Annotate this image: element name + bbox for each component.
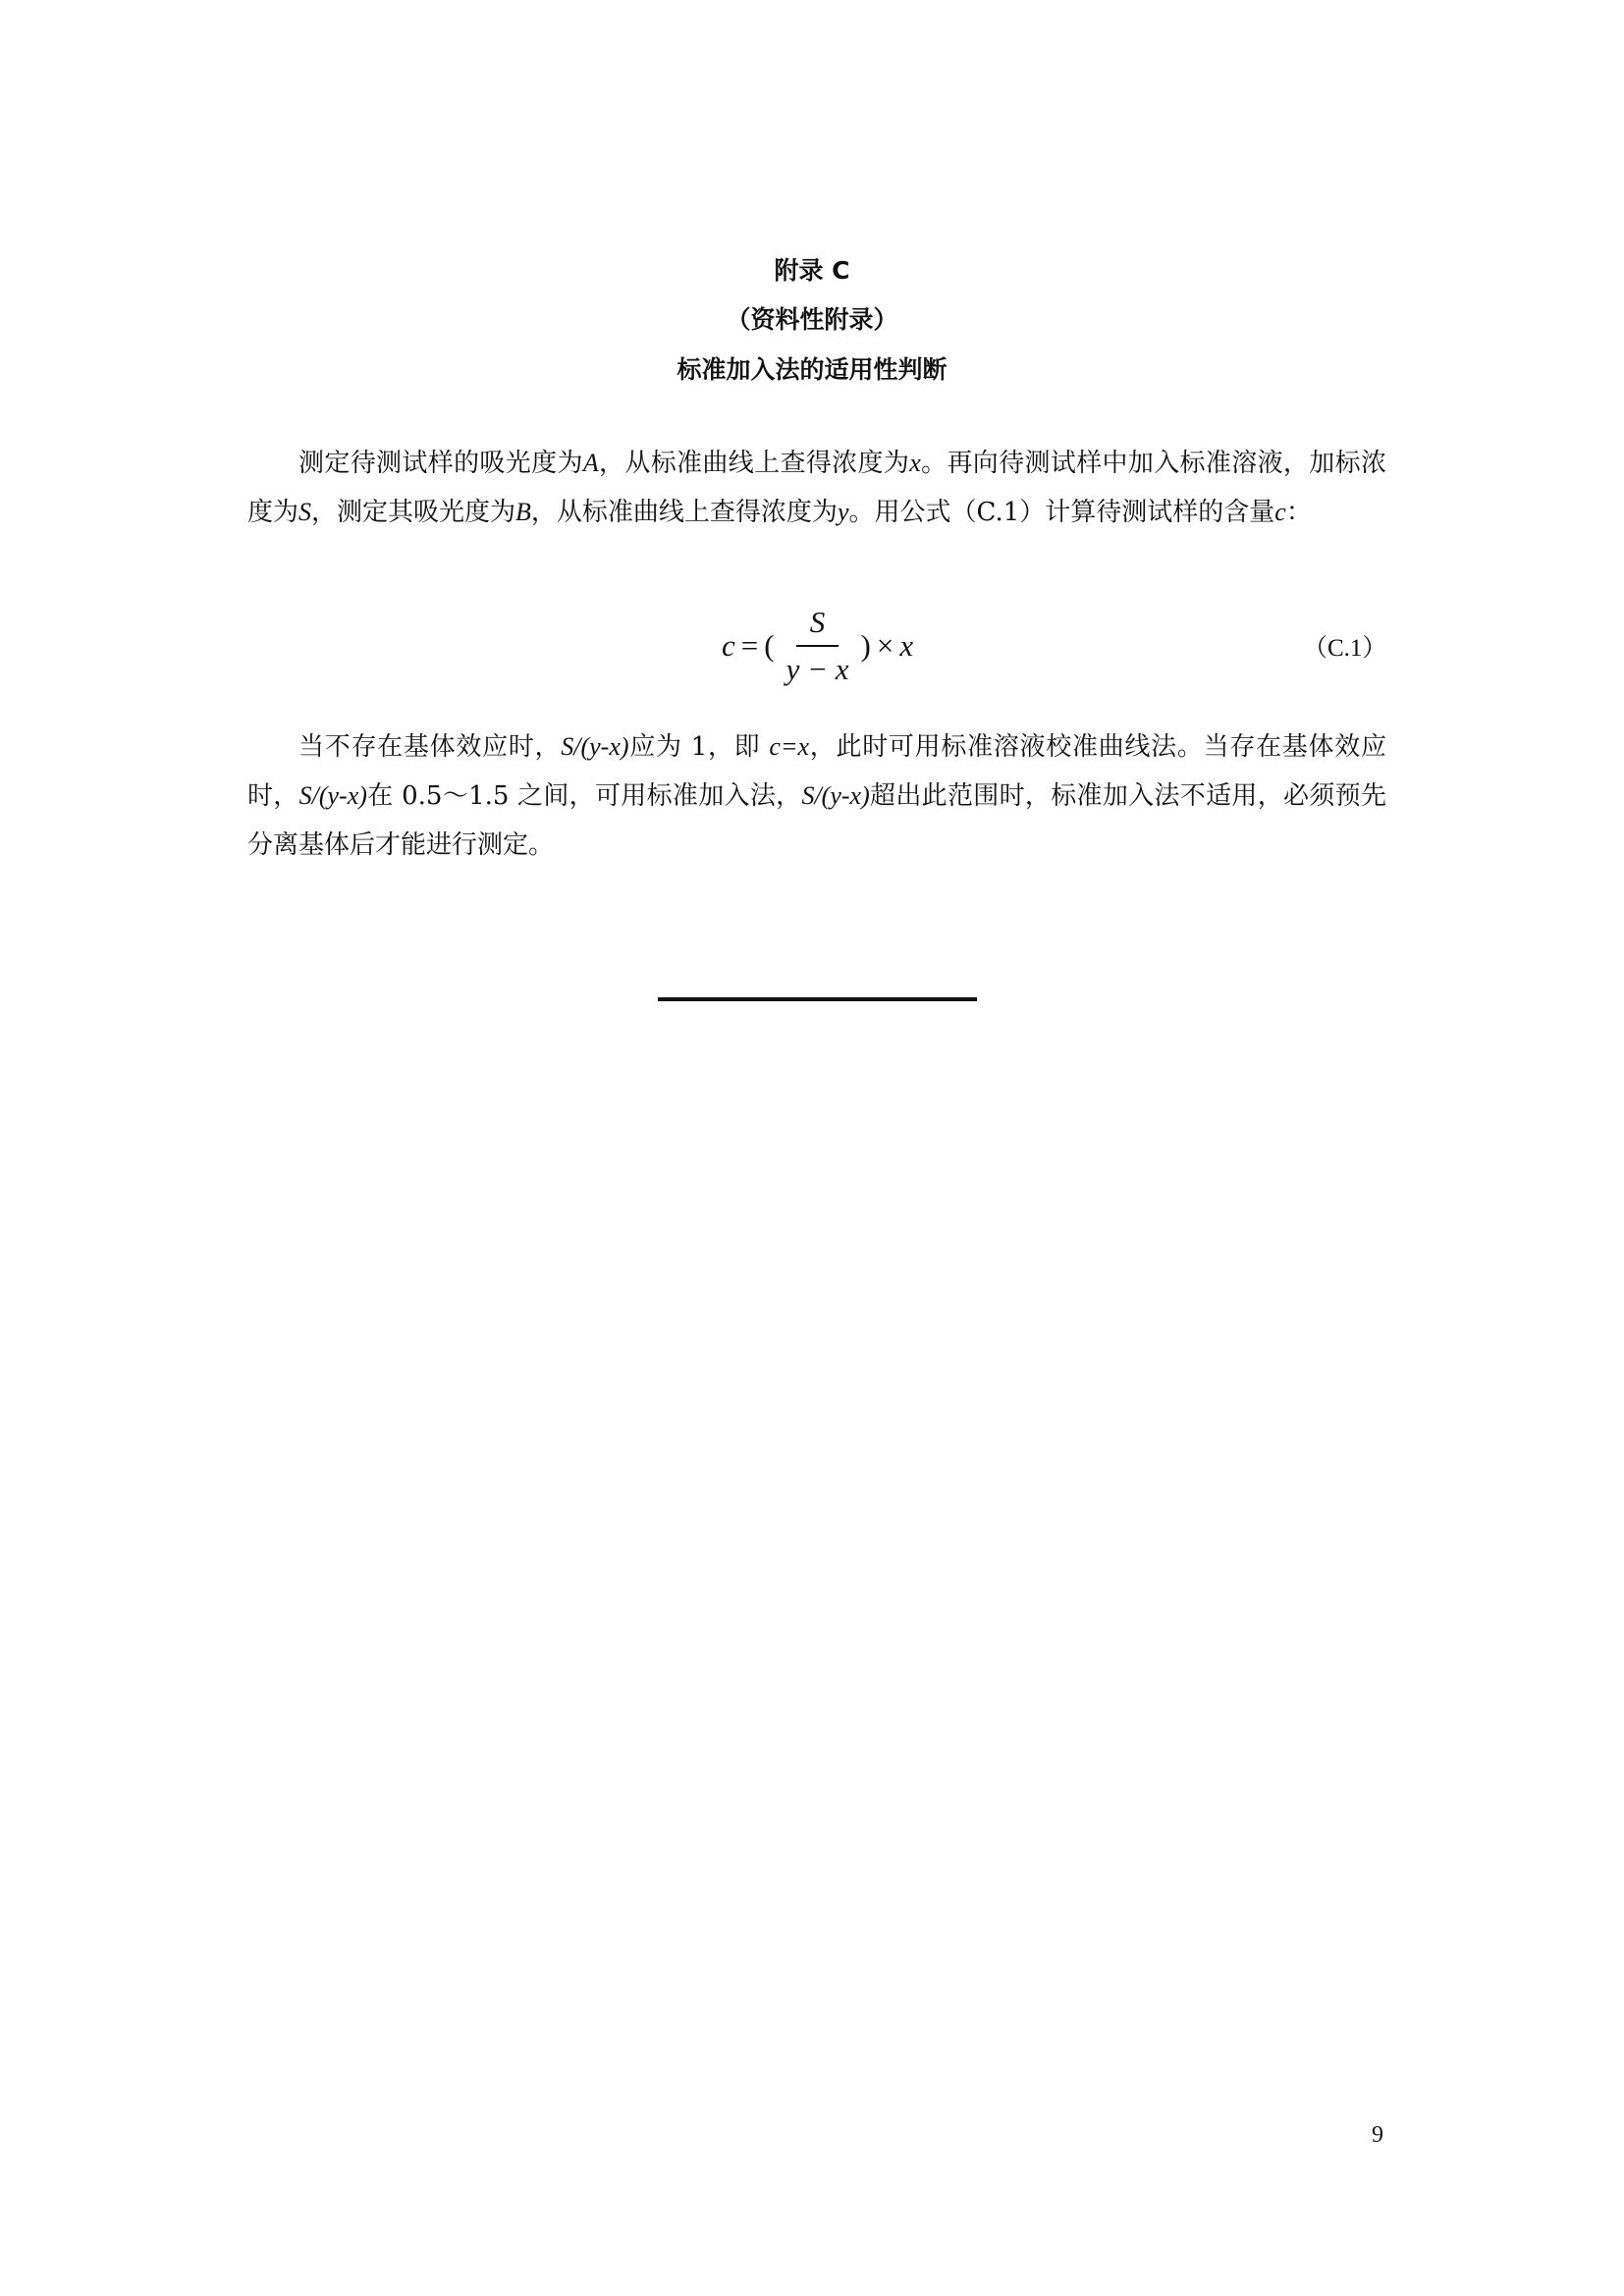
end-rule (658, 997, 977, 1001)
text-segment: 测定待测试样的吸光度为 (298, 449, 583, 478)
text-segment: 当不存在基体效应时， (298, 732, 562, 762)
variable-a: A (582, 449, 599, 477)
page-number: 9 (1372, 2122, 1383, 2148)
text-segment: ，从标准曲线上查得浓度为 (598, 449, 910, 478)
ratio-expression: S/(y-x) (801, 781, 870, 810)
formula-c1 (722, 601, 913, 691)
formula-fraction (777, 604, 859, 688)
text-segment: 在 0.5～1.5 之间，可用标准加入法， (366, 781, 802, 811)
formula-rhs: x (899, 628, 914, 663)
variable-y: y (837, 498, 849, 526)
text-segment: ，测定其吸光度为 (311, 498, 516, 527)
text-segment: ： (1285, 498, 1312, 527)
text-segment: ，此时可用标准溶液校准曲线法。当存在基体效应时， (247, 732, 1386, 811)
formula-times: × (876, 628, 894, 663)
text-segment: 。用公式（C.1）计算待测试样的含量 (848, 498, 1275, 527)
formula-lhs: c (722, 628, 735, 663)
formula-numerator: S (796, 604, 839, 647)
text-segment: ，从标准曲线上查得浓度为 (530, 498, 838, 527)
variable-c: c (1274, 498, 1286, 526)
paragraph-method (247, 439, 1386, 537)
variable-b: B (515, 498, 531, 526)
appendix-label: 附录 C (774, 256, 850, 285)
formula-denominator: y − x (785, 652, 849, 686)
ratio-expression: S/(y-x) (561, 732, 629, 761)
formula-right-paren: ) (860, 628, 871, 663)
formula-left-paren: ( (764, 628, 775, 663)
paragraph-applicability (247, 722, 1386, 870)
text-segment: 应为 1，即 (628, 732, 770, 762)
appendix-type: （资料性附录） (726, 305, 898, 334)
variable-s: S (298, 498, 312, 526)
text-segment: 超出此范围时，标准加入法不适用，必须预先分离基体后才能进行测定。 (247, 781, 1386, 860)
ratio-expression: S/(y-x) (298, 781, 367, 810)
formula-number: （C.1） (1303, 635, 1387, 662)
variable-x: x (909, 449, 921, 477)
appendix-title: 标准加入法的适用性判断 (677, 355, 947, 384)
formula-equals: = (740, 628, 759, 663)
equality-expression: c=x (769, 732, 810, 761)
text-segment: 。再向待测试样中加入标准溶液，加标浓度为 (247, 449, 1386, 527)
